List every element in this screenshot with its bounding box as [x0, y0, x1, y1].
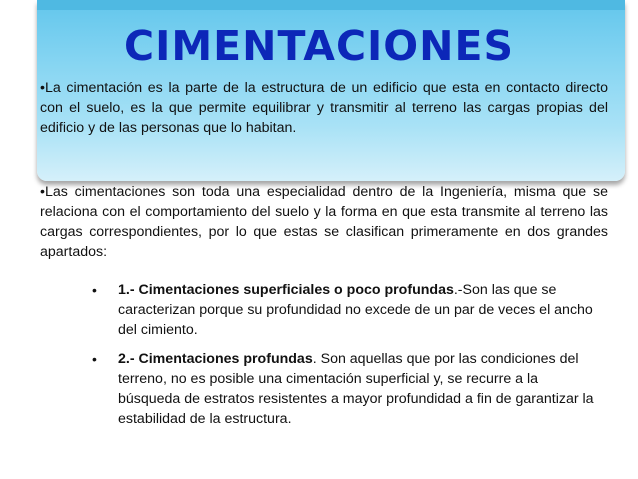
list-item-superficiales	[92, 280, 602, 340]
item-text: . Son aquellas que por las condiciones del terreno, no es posible una cimentación superficial y, se recurre a la búsqueda de estratos resistentes a mayor profundidad a fin de garantizar la estabilidad de la estructura.	[118, 351, 594, 427]
paragraph-definition: •La cimentación es la parte de la estructura de un edificio que esta en contacto directo con el suelo, es la que permite equilibrar y transmitir al terreno las cargas propias del edificio y de las personas que lo habitan.	[40, 80, 608, 136]
item-heading: 2.- Cimentaciones profundas	[118, 351, 313, 367]
slide-title: CIMENTACIONES	[123, 22, 515, 70]
item-heading: 1.- Cimentaciones superficiales o poco profundas	[118, 282, 454, 298]
list-item-profundas	[92, 349, 602, 429]
bullet-icon: •	[92, 351, 97, 367]
paragraph-specialty: •Las cimentaciones son toda una especialidad dentro de la Ingeniería, misma que se relaciona con el comportamiento del suelo y la forma en que esta transmite al terreno las cargas correspondientes, por lo que estas se clasifican primeramente en dos grandes apartados:	[40, 184, 608, 260]
banner-top-strip	[37, 0, 625, 10]
bullet-icon: •	[92, 282, 97, 298]
classification-list	[92, 280, 602, 438]
item-text: .-Son las que se caracterizan porque su profundidad no excede de un par de veces el ancho del cimiento.	[118, 282, 593, 338]
